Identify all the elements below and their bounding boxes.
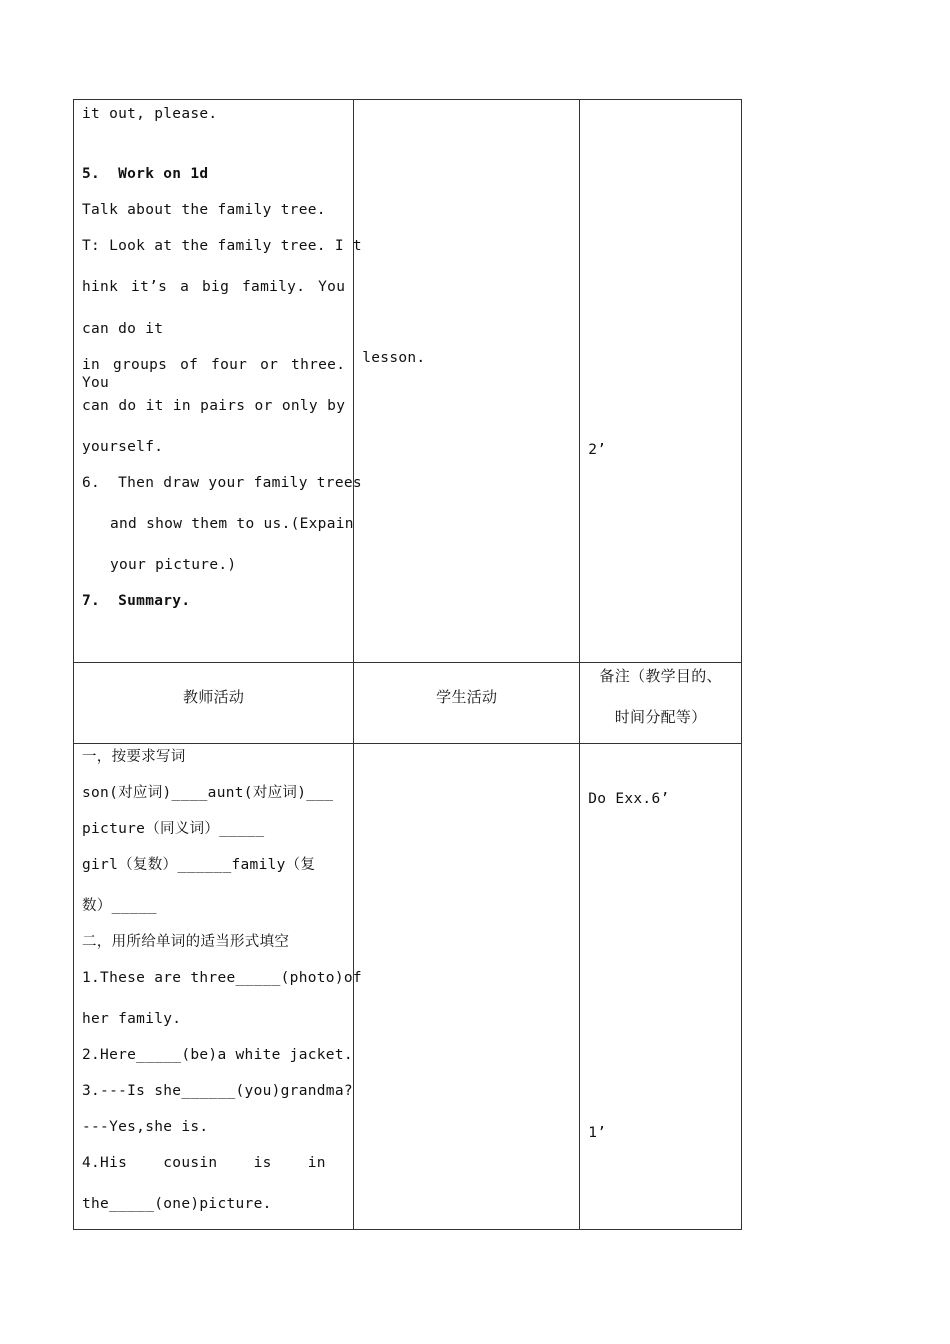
exercise-line: 2.Here_____(be)a white jacket.: [82, 1047, 353, 1063]
exercise-line: her family.: [82, 1011, 182, 1027]
table-row: [74, 744, 742, 1230]
exercise-note: Do Exx.6’: [588, 791, 670, 807]
exercise-line: 4.His cousin is in: [82, 1155, 326, 1171]
exercise-line: son(对应词)____aunt(对应词)___: [82, 785, 334, 801]
exercise-heading: 二，用所给单词的适当形式填空: [82, 934, 290, 950]
step-text: and show them to us.(Expain: [110, 516, 354, 532]
step-text: hink it’s a big family. You: [82, 279, 346, 295]
teacher-steps-cell: [74, 100, 362, 663]
student-activity-cell: [354, 744, 580, 1230]
step-text: T: Look at the family tree. I t: [82, 238, 362, 254]
lesson-plan-table: [73, 99, 742, 1230]
exercise-line: girl（复数）______family（复: [82, 857, 316, 873]
step-heading: 7. Summary.: [82, 593, 191, 609]
step-text: it out, please.: [82, 106, 218, 122]
step-text: yourself.: [82, 439, 164, 455]
exercise-line: 数）_____: [82, 898, 157, 914]
time-note: 1’: [588, 1125, 607, 1141]
table-row: [74, 100, 742, 663]
exercise-line: the_____(one)picture.: [82, 1196, 272, 1212]
step-text: can do it in pairs or only by: [82, 398, 346, 414]
notes-cell: [580, 100, 742, 663]
exercise-line: 3.---Is she______(you)grandma?: [82, 1083, 353, 1099]
step-heading: 5. Work on 1d: [82, 166, 209, 182]
student-activity-cell: [354, 100, 580, 663]
header-notes: 备注（教学目的、 时间分配等）: [580, 663, 742, 744]
step-text: in groups of four or three. You: [82, 357, 346, 391]
table-header-row: [74, 663, 742, 744]
exercise-line: 1.These are three_____(photo)of: [82, 970, 362, 986]
step-text: can do it: [82, 321, 164, 337]
step-text: Talk about the family tree.: [82, 202, 326, 218]
step-text: your picture.): [110, 557, 237, 573]
header-teacher-activity: 教师活动: [74, 663, 354, 744]
exercise-line: picture（同义词）_____: [82, 821, 265, 837]
exercises-cell: [74, 744, 362, 1230]
notes-cell: [580, 744, 742, 1230]
time-note: 2’: [588, 442, 607, 458]
step-heading: 6. Then draw your family trees: [82, 475, 362, 491]
exercise-line: ---Yes,she is.: [82, 1119, 209, 1135]
header-student-activity: 学生活动: [354, 663, 580, 744]
student-text: lesson.: [362, 350, 426, 366]
exercise-heading: 一，按要求写词: [82, 749, 186, 765]
